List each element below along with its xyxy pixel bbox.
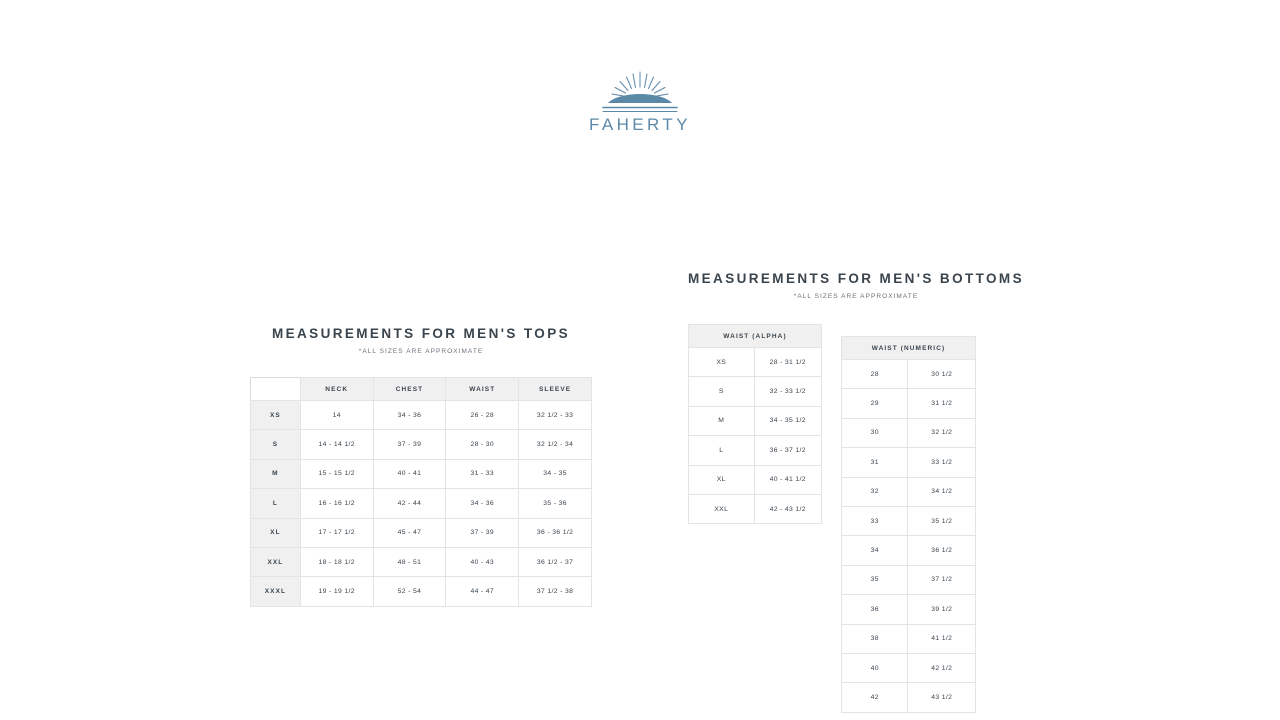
- cell-size: M: [689, 406, 755, 435]
- cell-waist: 43 1/2: [908, 683, 976, 712]
- cell-waist: 36 - 37 1/2: [754, 436, 821, 465]
- cell-size: XS: [689, 348, 755, 377]
- cell-neck: 16 - 16 1/2: [300, 489, 373, 518]
- table-row: [689, 348, 822, 377]
- cell-size: XL: [689, 465, 755, 494]
- row-size-label: M: [251, 459, 301, 488]
- cell-size: S: [689, 377, 755, 406]
- cell-chest: 48 - 51: [373, 547, 446, 576]
- table-row: [842, 565, 976, 594]
- cell-waist: 40 - 41 1/2: [754, 465, 821, 494]
- cell-sleeve: 34 - 35: [519, 459, 592, 488]
- cell-waist: 32 - 33 1/2: [754, 377, 821, 406]
- cell-waist: 37 1/2: [908, 565, 976, 594]
- row-size-label: XXXL: [251, 577, 301, 606]
- cell-waist: 41 1/2: [908, 624, 976, 653]
- column-header-sleeve: SLEEVE: [519, 378, 592, 401]
- table-header-row: [842, 337, 976, 360]
- cell-sleeve: 32 1/2 - 33: [519, 401, 592, 430]
- table-header-row: [251, 378, 592, 401]
- table-row: [842, 506, 976, 535]
- mens-bottoms-title: MEASUREMENTS FOR MEN'S BOTTOMS: [688, 271, 1024, 286]
- cell-waist: 40 - 43: [446, 547, 519, 576]
- table-row: [842, 683, 976, 712]
- cell-chest: 52 - 54: [373, 577, 446, 606]
- cell-size: 31: [842, 448, 908, 477]
- cell-sleeve: 36 - 36 1/2: [519, 518, 592, 547]
- sunrise-over-water-icon: [597, 70, 683, 114]
- cell-waist: 31 1/2: [908, 389, 976, 418]
- table-row: [842, 624, 976, 653]
- cell-waist: 35 1/2: [908, 506, 976, 535]
- cell-waist: 34 - 35 1/2: [754, 406, 821, 435]
- table-row: [842, 536, 976, 565]
- brand-logo[interactable]: [0, 70, 1280, 135]
- table-row: [251, 518, 592, 547]
- cell-chest: 34 - 36: [373, 401, 446, 430]
- row-size-label: S: [251, 430, 301, 459]
- cell-neck: 15 - 15 1/2: [300, 459, 373, 488]
- table-row: [689, 377, 822, 406]
- mens-bottoms-subtitle: *ALL SIZES ARE APPROXIMATE: [793, 293, 919, 300]
- cell-waist: 42 1/2: [908, 653, 976, 682]
- cell-neck: 14 - 14 1/2: [300, 430, 373, 459]
- cell-size: 28: [842, 360, 908, 389]
- cell-size: XXL: [689, 494, 755, 523]
- cell-chest: 42 - 44: [373, 489, 446, 518]
- cell-neck: 19 - 19 1/2: [300, 577, 373, 606]
- cell-waist: 28 - 31 1/2: [754, 348, 821, 377]
- column-header-size: [251, 378, 301, 401]
- cell-size: 36: [842, 595, 908, 624]
- cell-chest: 37 - 39: [373, 430, 446, 459]
- cell-size: 32: [842, 477, 908, 506]
- table-row: [842, 595, 976, 624]
- table-row: [842, 418, 976, 447]
- table-row: [842, 653, 976, 682]
- table-row: [842, 360, 976, 389]
- mens-tops-subtitle: *ALL SIZES ARE APPROXIMATE: [358, 348, 484, 355]
- cell-waist: 32 1/2: [908, 418, 976, 447]
- cell-size: 38: [842, 624, 908, 653]
- cell-size: 34: [842, 536, 908, 565]
- cell-waist: 44 - 47: [446, 577, 519, 606]
- column-header-waist: WAIST: [446, 378, 519, 401]
- cell-waist: 33 1/2: [908, 448, 976, 477]
- table-row: [842, 477, 976, 506]
- cell-waist: 31 - 33: [446, 459, 519, 488]
- table-row: [689, 436, 822, 465]
- table-row: [689, 406, 822, 435]
- row-size-label: XXL: [251, 547, 301, 576]
- column-header-waist-numeric: WAIST (NUMERIC): [842, 337, 976, 360]
- table-row: [842, 389, 976, 418]
- cell-waist: 42 - 43 1/2: [754, 494, 821, 523]
- cell-size: 35: [842, 565, 908, 594]
- cell-waist: 39 1/2: [908, 595, 976, 624]
- cell-waist: 37 - 39: [446, 518, 519, 547]
- table-row: [251, 459, 592, 488]
- cell-chest: 40 - 41: [373, 459, 446, 488]
- table-row: [689, 465, 822, 494]
- column-header-chest: CHEST: [373, 378, 446, 401]
- cell-chest: 45 - 47: [373, 518, 446, 547]
- cell-sleeve: 32 1/2 - 34: [519, 430, 592, 459]
- table-row: [251, 489, 592, 518]
- table-row: [689, 494, 822, 523]
- cell-size: 40: [842, 653, 908, 682]
- cell-size: 33: [842, 506, 908, 535]
- row-size-label: XL: [251, 518, 301, 547]
- table-row: [251, 430, 592, 459]
- mens-tops-table: [250, 377, 592, 607]
- row-size-label: XS: [251, 401, 301, 430]
- cell-size: 29: [842, 389, 908, 418]
- mens-tops-title: MEASUREMENTS FOR MEN'S TOPS: [271, 326, 571, 341]
- cell-neck: 17 - 17 1/2: [300, 518, 373, 547]
- table-header-row: [689, 325, 822, 348]
- brand-wordmark: FAHERTY: [589, 115, 691, 134]
- table-row: [251, 401, 592, 430]
- cell-waist: 28 - 30: [446, 430, 519, 459]
- row-size-label: L: [251, 489, 301, 518]
- cell-waist: 34 1/2: [908, 477, 976, 506]
- column-header-neck: NECK: [300, 378, 373, 401]
- cell-waist: 30 1/2: [908, 360, 976, 389]
- cell-waist: 26 - 28: [446, 401, 519, 430]
- cell-neck: 18 - 18 1/2: [300, 547, 373, 576]
- cell-waist: 34 - 36: [446, 489, 519, 518]
- cell-waist: 36 1/2: [908, 536, 976, 565]
- cell-size: 42: [842, 683, 908, 712]
- mens-tops-section: [250, 326, 592, 607]
- cell-neck: 14: [300, 401, 373, 430]
- table-row: [842, 448, 976, 477]
- waist-numeric-table: [841, 336, 976, 713]
- cell-sleeve: 37 1/2 - 38: [519, 577, 592, 606]
- bottoms-tables-row: [688, 324, 1024, 713]
- column-header-waist-alpha: WAIST (ALPHA): [689, 325, 822, 348]
- cell-sleeve: 36 1/2 - 37: [519, 547, 592, 576]
- cell-size: L: [689, 436, 755, 465]
- cell-size: 30: [842, 418, 908, 447]
- waist-alpha-table: [688, 324, 822, 524]
- mens-bottoms-section: [688, 271, 1024, 713]
- table-row: [251, 547, 592, 576]
- table-row: [251, 577, 592, 606]
- cell-sleeve: 35 - 36: [519, 489, 592, 518]
